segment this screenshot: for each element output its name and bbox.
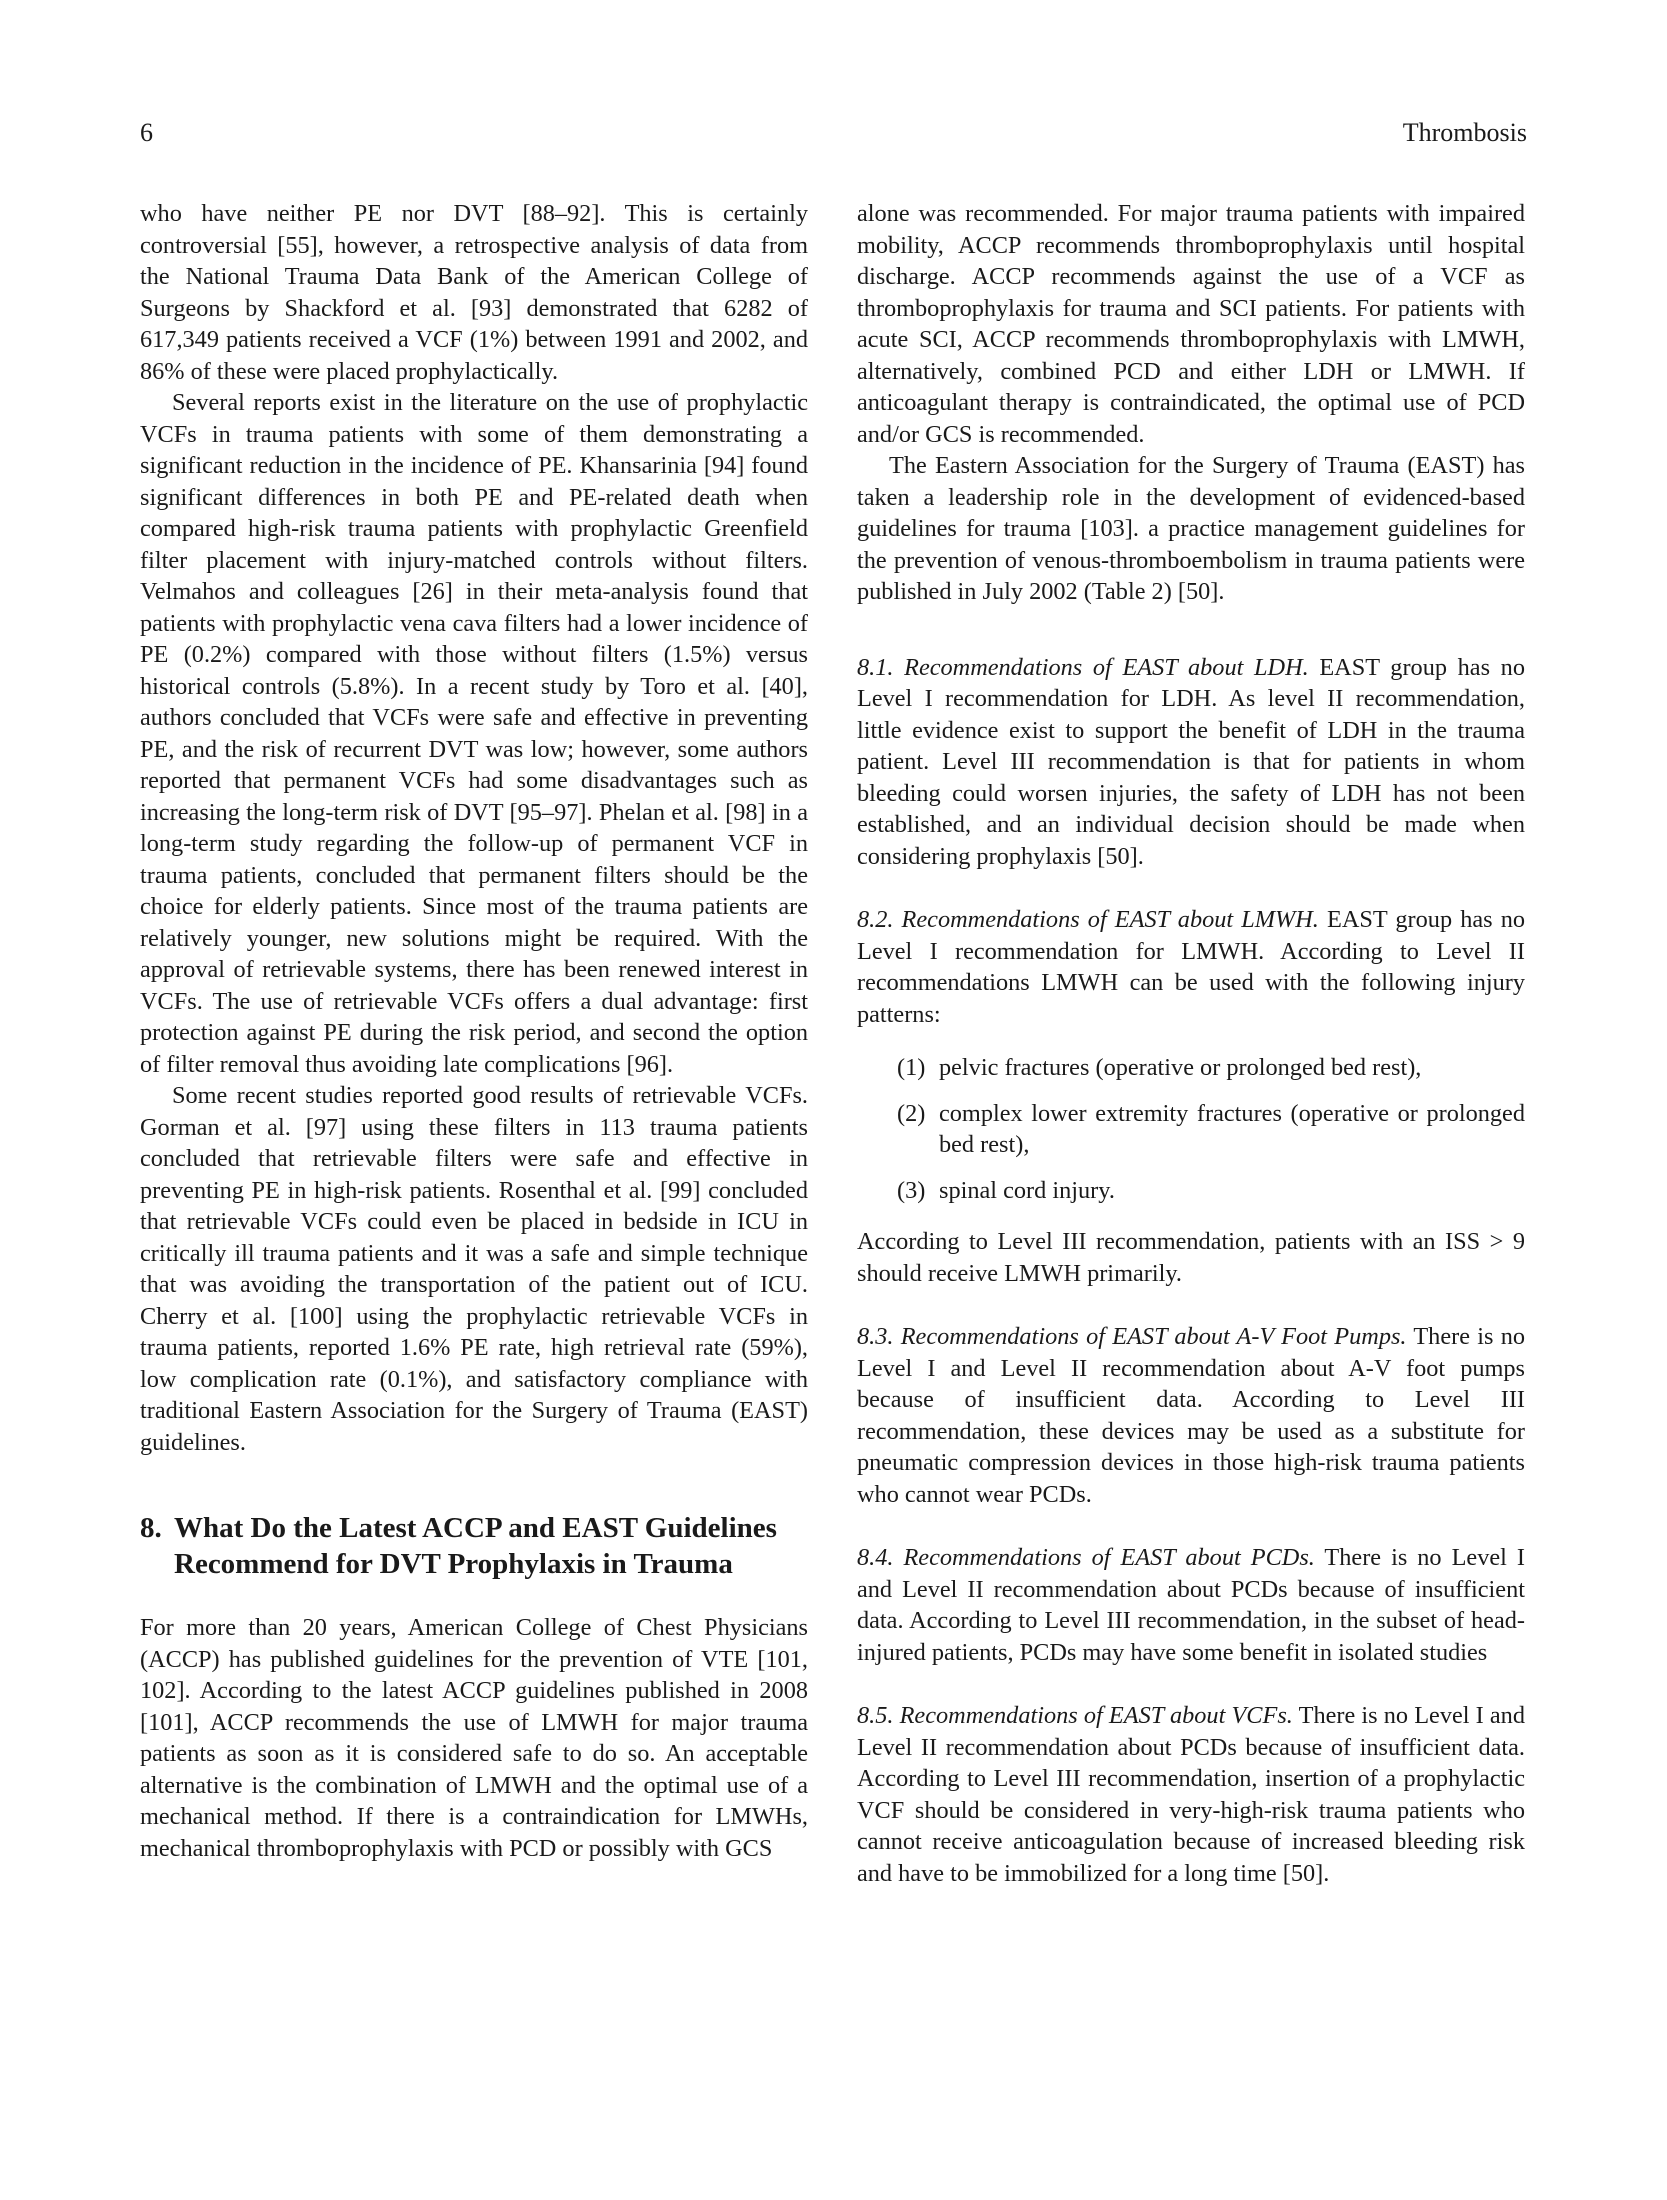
paragraph: Several reports exist in the literature on the use of prophylactic VCFs in trauma patients with some of them demonstrating a significant reduction in the incidence of PE. Khansarinia [94] found significant differences in both PE and PE-related death when compared high-risk trauma patients with prophylactic Greenfield filter placement with injury-matched controls without filters. Velmahos and colleagues [26] in their meta-analysis found that patients with prophylactic vena cava filters had a lower incidence of PE (0.2%) compared with those without filters (1.5%) versus historical controls (5.8%). In a recent study by Toro et al. [40], authors concluded that VCFs were safe and effective in preventing PE, and the risk of recurrent DVT was low; however, some authors reported that permanent VCFs had some disadvantages such as increasing the long-term risk of DVT [95–97]. Phelan et al. [98] in a long-term study regarding the follow-up of permanent VCF in trauma patients, concluded that permanent filters should be the choice for elderly patients. Since most of the trauma patients are relatively younger, new solutions might be required. With the approval of retrievable systems, there has been renewed interest in VCFs. The use of retrievable VCFs offers a dual advantage: first protection against PE during the risk period, and second the option of filter removal thus avoiding late complications [96]. [140,389,808,1078]
subsection-title: 8.2. Recommendations of EAST about LMWH. [857,906,1319,933]
list-number: (2) [897,1099,926,1127]
list-item [897,1052,1525,1084]
list-text: spinal cord injury. [939,1176,1115,1204]
subsection-paragraph [857,1700,1525,1889]
subsection-body: EAST group has no Level I recommendation for LDH. As level II recommendation, little evidence exist to support the benefit of LDH in the trauma patient. Level III recommendation is that for patients in whom bleeding could worsen injuries, the safety of LDH has not been established, and an individual decision should be made when considering prophylaxis [50]. [857,653,1525,870]
subsection-8-4 [857,1542,1525,1668]
right-column [857,198,1525,1889]
subsection-body: EAST group has no Level I recommendation for LMWH. According to Level II recommendations LMWH can be used with the following injury patterns: [857,906,1525,1028]
subsection-body: There is no Level I and Level II recommendation about PCDs because of insufficient data. According to Level III recommendation, in the subset of head-injured patients, PCDs may have some benefit in isolated studies [857,1544,1525,1666]
subsection-paragraph [857,1542,1525,1668]
subsection-paragraph [857,652,1525,873]
paragraph: According to Level III recommendation, patients with an ISS > 9 should receive LMWH primarily. [857,1228,1525,1287]
subsection-body: There is no Level I and Level II recommendation about A-V foot pumps because of insufficient data. According to Level III recommendation, these devices may be used as a substitute for pneumatic compression devices in those high-risk trauma patients who cannot wear PCDs. [857,1323,1526,1508]
subsection-title: 8.5. Recommendations of EAST about VCFs. [857,1702,1293,1729]
paragraph: The Eastern Association for the Surgery of Trauma (EAST) has taken a leadership role in the development of evidenced-based guidelines for trauma [103]. a practice management guidelines for the prevention of venous-thromboembolism in trauma patients were published in July 2002 (Table 2) [50]. [857,452,1525,605]
subsection-paragraph [857,904,1525,1030]
list-number: (3) [897,1176,926,1204]
subsection-8-3 [857,1321,1525,1510]
list-text: pelvic fractures (operative or prolonged bed rest), [939,1054,1422,1081]
subsection-8-5 [857,1700,1525,1889]
subsection-body: There is no Level I and Level II recommendation about PCDs because of insufficient data. According to Level III recommendation, insertion of a prophylactic VCF should be considered in very-high-risk trauma patients who cannot receive anticoagulation because of increased bleeding risk and have to be immobilized for a long time [50]. [857,1702,1525,1887]
injury-list [857,1052,1525,1206]
journal-name: Thrombosis [1402,118,1527,147]
subsection-title: 8.4. Recommendations of EAST about PCDs. [857,1544,1315,1571]
list-item [897,1098,1525,1161]
paragraph: Some recent studies reported good results of retrievable VCFs. Gorman et al. [97] using these filters in 113 trauma patients concluded that retrievable filters were safe and effective in preventing PE in high-risk patients. Rosenthal et al. [99] concluded that retrievable VCFs could even be placed in bedside in ICU in critically ill trauma patients and it was a safe and simple technique that was avoiding the transportation of the patient out of ICU. Cherry et al. [100] using the prophylactic retrievable VCFs in trauma patients, reported 1.6% PE rate, high retrieval rate (59%), low complication rate (0.1%), and satisfactory compliance with traditional Eastern Association for the Surgery of Trauma (EAST) guidelines. [140,1082,808,1456]
paragraph: alone was recommended. For major trauma patients with impaired mobility, ACCP recommends thromboprophylaxis until hospital discharge. ACCP recommends against the use of a VCF as thromboprophylaxis for trauma and SCI patients. For patients with acute SCI, ACCP recommends thromboprophylaxis with LMWH, alternatively, combined PCD and either LDH or LMWH. If anticoagulant therapy is contraindicated, the optimal use of PCD and/or GCS is recommended. [857,200,1525,448]
subsection-8-1 [857,652,1525,873]
subsection-8-2 [857,904,1525,1289]
section-number: 8. [140,1512,162,1544]
subsection-title: 8.3. Recommendations of EAST about A-V Foot Pumps. [857,1323,1407,1350]
subsection-title: 8.1. Recommendations of EAST about LDH. [857,653,1309,681]
left-column [140,198,808,1864]
paragraph: who have neither PE nor DVT [88–92]. This is certainly controversial [55], however, a retrospective analysis of data from the National Trauma Data Bank of the American College of Surgeons by Shackford et al. [93] demonstrated that 6282 of 617,349 patients received a VCF (1%) between 1991 and 2002, and 86% of these were placed prophylactically. [140,200,808,385]
paragraph: For more than 20 years, American College of Chest Physicians (ACCP) has published guidelines for the prevention of VTE [101, 102]. According to the latest ACCP guidelines published in 2008 [101], ACCP recommends the use of LMWH for major trauma patients as soon as it is considered safe to do so. An acceptable alternative is the combination of LMWH and the optimal use of a mechanical method. If there is a contraindication for LMWHs, mechanical thromboprophylaxis with PCD or possibly with GCS [140,1614,808,1862]
section-title: What Do the Latest ACCP and EAST Guidelines Recommend for DVT Prophylaxis in Trauma [174,1512,777,1580]
page-number: 6 [140,118,153,147]
subsection-paragraph [857,1321,1525,1510]
list-number: (1) [897,1054,926,1081]
section-heading [140,1510,808,1582]
list-item [897,1175,1525,1207]
list-text: complex lower extremity fractures (operative or prolonged bed rest), [939,1099,1525,1158]
